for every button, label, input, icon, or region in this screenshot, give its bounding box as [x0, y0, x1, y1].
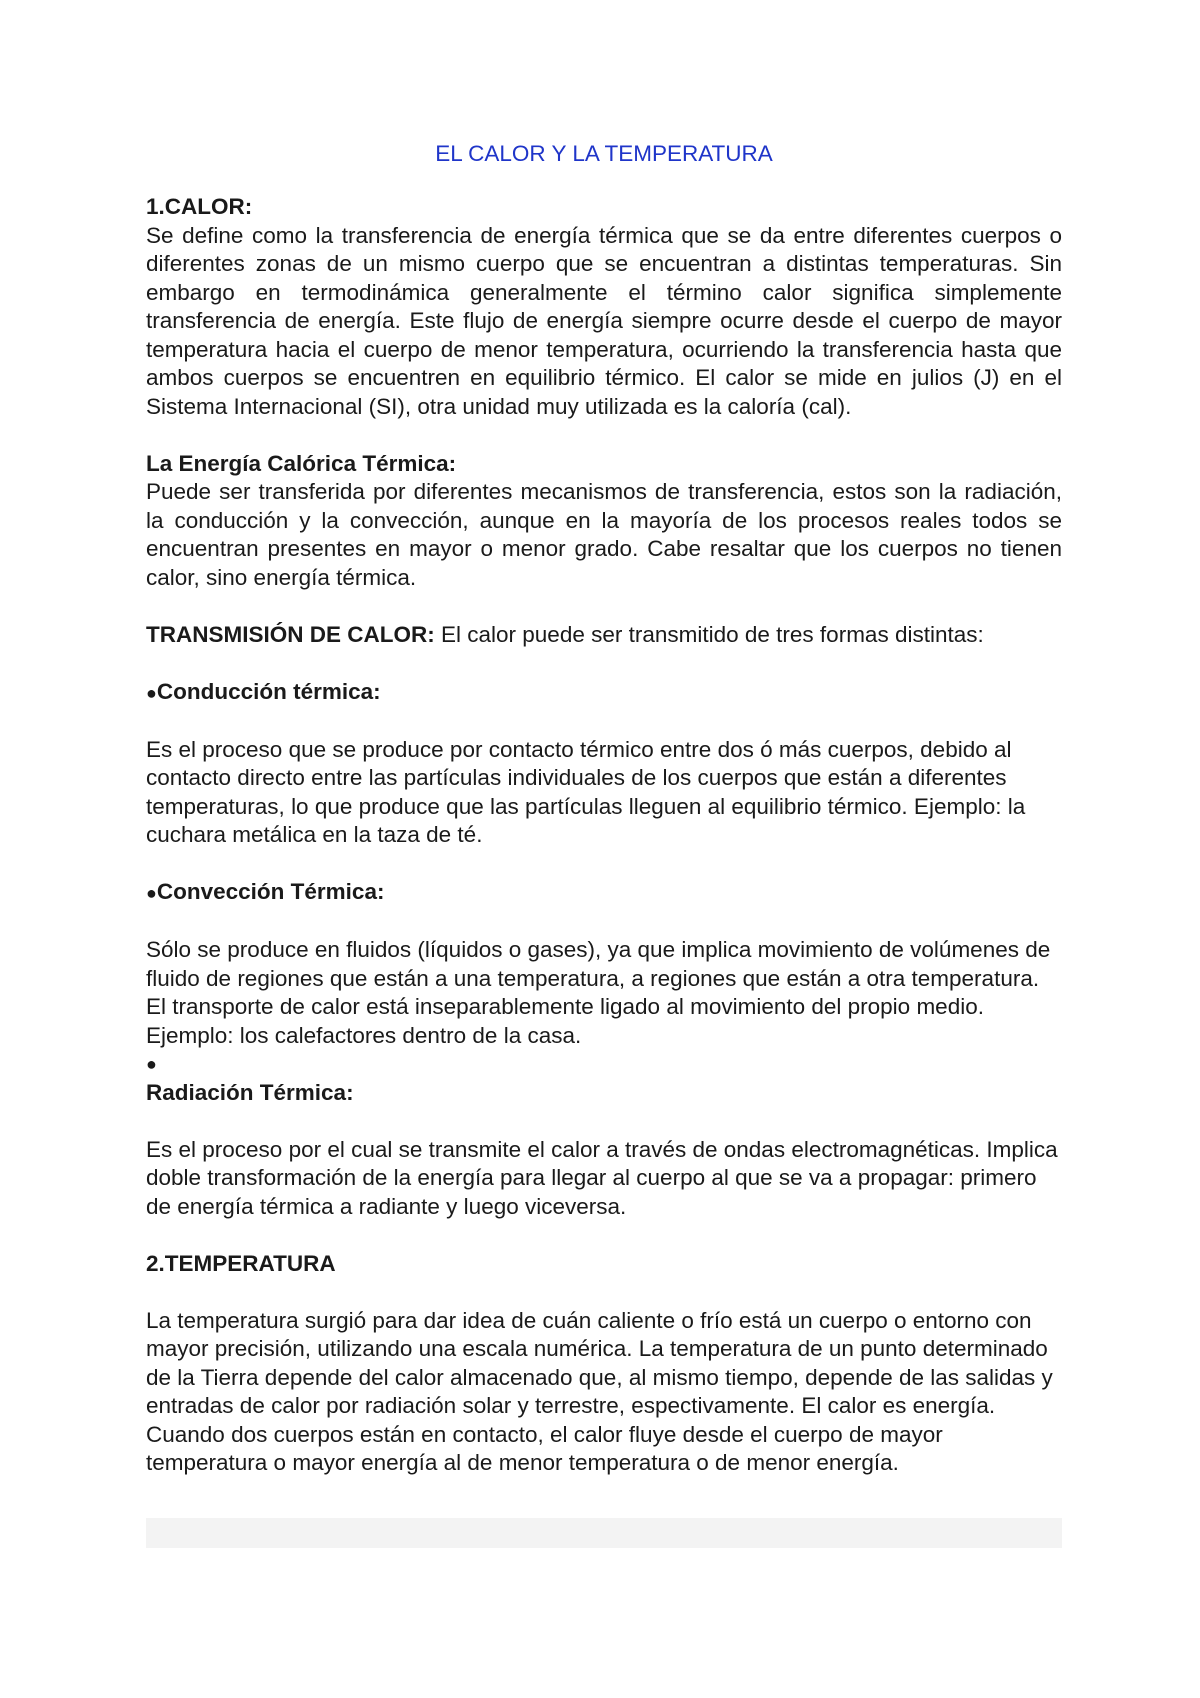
bullet-body-radiacion: Es el proceso por el cual se transmite el calor a través de ondas electromagnéticas. Implica doble transformación de la energía para llegar al cuerpo al que se va a propagar: primero de energía térmica a radiante y luego viceversa. [146, 1136, 1058, 1219]
section-body-transmision: El calor puede ser transmitido de tres formas distintas: [434, 621, 984, 647]
bullet-body-conduccion: Es el proceso que se produce por contacto térmico entre dos ó más cuerpos, debido al contacto directo entre las partículas individuales de los cuerpos que están a diferentes temperaturas, lo que produce que las partículas lleguen al equilibrio térmico. Ejemplo: la cuchara metálica en la taza de té. [146, 736, 1026, 847]
bullet-heading-conveccion: ●Convección Térmica: [146, 879, 385, 904]
bullet-heading-radiacion: Radiación Térmica: [146, 1079, 354, 1105]
section-body-energia: Puede ser transferida por diferentes mecanismos de transferencia, estos son la radiación, la conducción y la convección, aunque en la mayoría de los procesos reales todos se encuentran presentes en mayor o menor grado. Cabe resaltar que los cuerpos no tienen calor, sino energía térmica. [146, 479, 1062, 590]
transmision-paragraph [146, 621, 1062, 650]
section-body-temperatura: La temperatura surgió para dar idea de cuán caliente o frío está un cuerpo o entorno con mayor precisión, utilizando una escala numérica. La temperatura de un punto determinado de la Tierra depende del calor almacenado que, al mismo tiempo, depende de las salidas y entradas de calor por radiación solar y terrestre, espectivamente. El calor es energía. Cuando dos cuerpos están en contacto, el calor fluye desde el cuerpo de mayor temperatura o mayor energía al de menor temperatura o de menor energía. [146, 1307, 1053, 1475]
section-heading-temperatura: 2.TEMPERATURA [146, 1250, 336, 1276]
bullet-icon: ● [146, 682, 157, 703]
section-heading-transmision: TRANSMISIÓN DE CALOR: [146, 621, 435, 647]
bullet-icon: ● [146, 1054, 157, 1074]
bullet-heading-conduccion: ●Conducción térmica: [146, 678, 381, 704]
section-heading-energia: La Energía Calórica Térmica: [146, 450, 457, 476]
bullet-body-conveccion: Sólo se produce en fluidos (líquidos o gases), ya que implica movimiento de volúmenes de fluido de regiones que están a una temperatura, a regiones que están a otra temperatura. El transporte de calor está inseparablemente ligado al movimiento del propio medio. Ejemplo: los calefactores dentro de la casa. [146, 937, 1051, 1048]
section-heading-calor: 1.CALOR: [146, 194, 253, 219]
section-body-calor: Se define como la transferencia de energía térmica que se da entre diferentes cuerpos o diferentes zonas de un mismo cuerpo que se encuentran a distintas temperaturas. Sin embargo en termodinámica generalmente el término calor significa simplemente transferencia de energía. Este flujo de energía siempre ocurre desde el cuerpo de mayor temperatura hacia el cuerpo de menor temperatura, ocurriendo la transferencia hasta que ambos cuerpos se encuentren en equilibrio térmico. El calor se mide en julios (J) en el Sistema Internacional (SI), otra unidad muy utilizada es la caloría (cal). [146, 222, 1062, 419]
document-page [146, 140, 1062, 1478]
shaded-footer-bar [146, 1518, 1062, 1548]
page-title: EL CALOR Y LA TEMPERATURA [435, 141, 773, 166]
bullet-icon: ● [146, 883, 157, 903]
